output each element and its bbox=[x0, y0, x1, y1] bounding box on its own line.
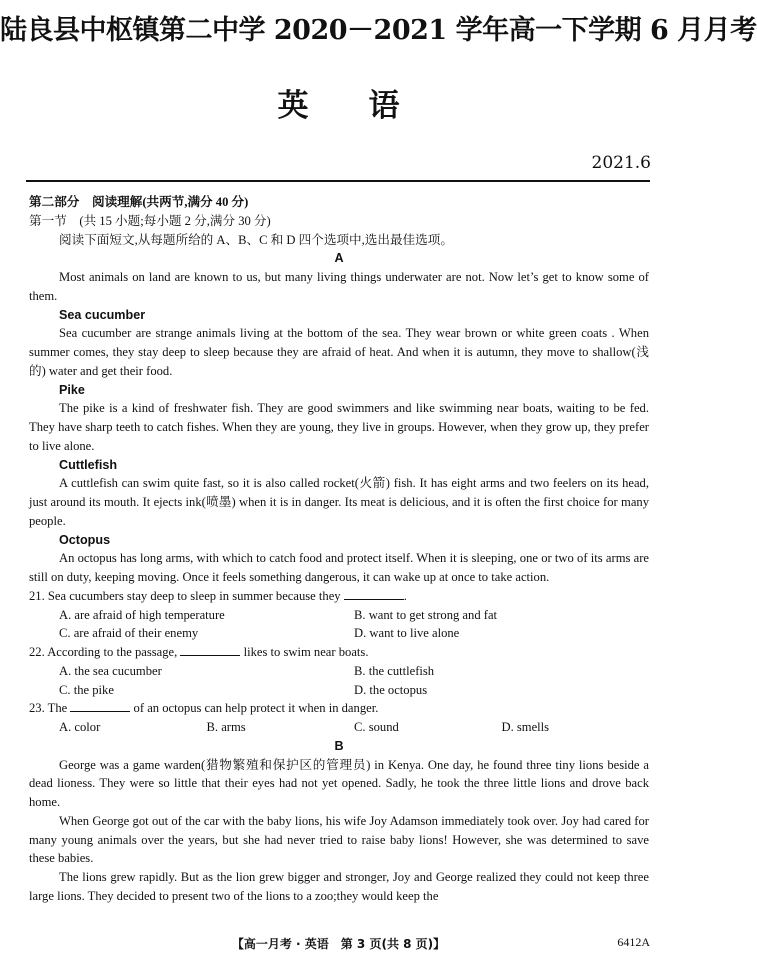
paragraph-sea-cucumber: Sea cucumber are strange animals living at the bottom of the sea. They wear brown or white green coats . When summer comes, they stay deep to sleep because they are afraid of heat. And when it is autumn, they move to shallow(浅的) water and get their food. bbox=[29, 326, 649, 378]
q21-options-row-2 bbox=[29, 624, 649, 643]
q22-options-row-2 bbox=[29, 681, 649, 700]
q23-options bbox=[29, 718, 649, 737]
passage-b-paragraph-3: The lions grew rapidly. But as the lion grew bigger and stronger, Joy and George realized they could not keep three large lions. They decided to present two of the lions to a zoo;they would keep the bbox=[29, 870, 649, 903]
part-heading: 第二部分 阅读理解(共两节,满分 40 分) bbox=[29, 195, 249, 209]
q23-option-d[interactable]: D. smells bbox=[501, 720, 550, 734]
q22-options-row-1 bbox=[29, 662, 649, 681]
exam-title: 陆良县中枢镇第二中学 2020－2021 学年高一下学期 6 月月考 bbox=[0, 15, 757, 46]
q21-option-d[interactable]: D. want to live alone bbox=[354, 626, 460, 641]
q22-option-d[interactable]: D. the octopus bbox=[354, 682, 428, 697]
paragraph-pike: The pike is a kind of freshwater fish. They are good swimmers and like swimming near boats, waiting to be fed. They have sharp teeth to catch fishes. When they are young, they live in groups. However, when they grow up, they prefer to live alone. bbox=[29, 401, 649, 453]
q23-option-a[interactable]: A. color bbox=[59, 720, 101, 734]
section-heading: 第一节 (共 15 小题;每小题 2 分,满分 30 分) bbox=[29, 213, 271, 228]
q21-options-row-1 bbox=[29, 606, 649, 625]
answer-blank bbox=[180, 643, 240, 656]
heading-octopus: Octopus bbox=[59, 532, 111, 547]
page-footer: 【高一月考 · 英语 第 3 页(共 8 页)】 bbox=[231, 937, 446, 951]
q22-option-a[interactable]: A. the sea cucumber bbox=[59, 663, 162, 678]
question-21: 21. Sea cucumbers stay deep to sleep in summer because they . bbox=[29, 588, 407, 603]
q21-option-a[interactable]: A. are afraid of high temperature bbox=[59, 607, 225, 622]
q23-option-c[interactable]: C. sound bbox=[354, 720, 399, 734]
exam-date: 2021.6 bbox=[591, 153, 651, 173]
passage-b-paragraph-1: George was a game warden(猎物繁殖和保护区的管理员) in Kenya. One day, he found three tiny lions beside a dead lioness. They were so little that their eyes had not yet opened. Sadly, he took the three little lions and drove back home. bbox=[29, 757, 649, 809]
q21-option-b[interactable]: B. want to get strong and fat bbox=[354, 607, 498, 622]
q22-option-c[interactable]: C. the pike bbox=[59, 682, 114, 697]
instructions: 阅读下面短文,从每题所给的 A、B、C 和 D 四个选项中,选出最佳选项。 bbox=[59, 232, 453, 247]
q21-option-c[interactable]: C. are afraid of their enemy bbox=[59, 626, 199, 641]
passage-b-label: B bbox=[334, 738, 344, 753]
q23-option-b[interactable]: B. arms bbox=[206, 720, 246, 734]
paper-code: 6412A bbox=[617, 935, 650, 949]
passage-b-paragraph-2: When George got out of the car with the baby lions, his wife Joy Adamson immediately took over. Joy had cared for many young animals over the years, but she had never tried to raise baby lions! However, she was determined to save these babies. bbox=[29, 813, 649, 866]
question-22: 22. According to the passage, likes to swim near boats. bbox=[29, 645, 369, 659]
heading-cuttlefish: Cuttlefish bbox=[59, 457, 118, 472]
q22-option-b[interactable]: B. the cuttlefish bbox=[354, 663, 435, 678]
answer-blank bbox=[70, 699, 130, 712]
header-divider bbox=[26, 180, 650, 182]
paragraph-cuttlefish: A cuttlefish can swim quite fast, so it is also called rocket(火箭) fish. It has eight arms and two feelers on its head, just around its mouth. It ejects ink(喷墨) when it is in danger. Its meat is delicious, and it is often the first choice for many people. bbox=[29, 476, 649, 528]
heading-pike: Pike bbox=[59, 382, 85, 397]
passage-a-intro: Most animals on land are known to us, but many living things underwater are not. Now let’s get to know some of them. bbox=[29, 270, 649, 303]
answer-blank bbox=[344, 587, 404, 600]
subject-title: 英语 bbox=[277, 88, 460, 124]
passage-a-label: A bbox=[334, 251, 344, 266]
paragraph-octopus: An octopus has long arms, with which to catch food and protect itself. When it is sleeping, one or two of its arms are still on duty, keeping moving. Once it feels something dangerous, it can wake up at once to take action. bbox=[29, 551, 649, 584]
heading-sea-cucumber: Sea cucumber bbox=[59, 307, 146, 322]
reading-content bbox=[29, 193, 649, 906]
question-23: 23. The of an octopus can help protect it when in danger. bbox=[29, 701, 379, 716]
